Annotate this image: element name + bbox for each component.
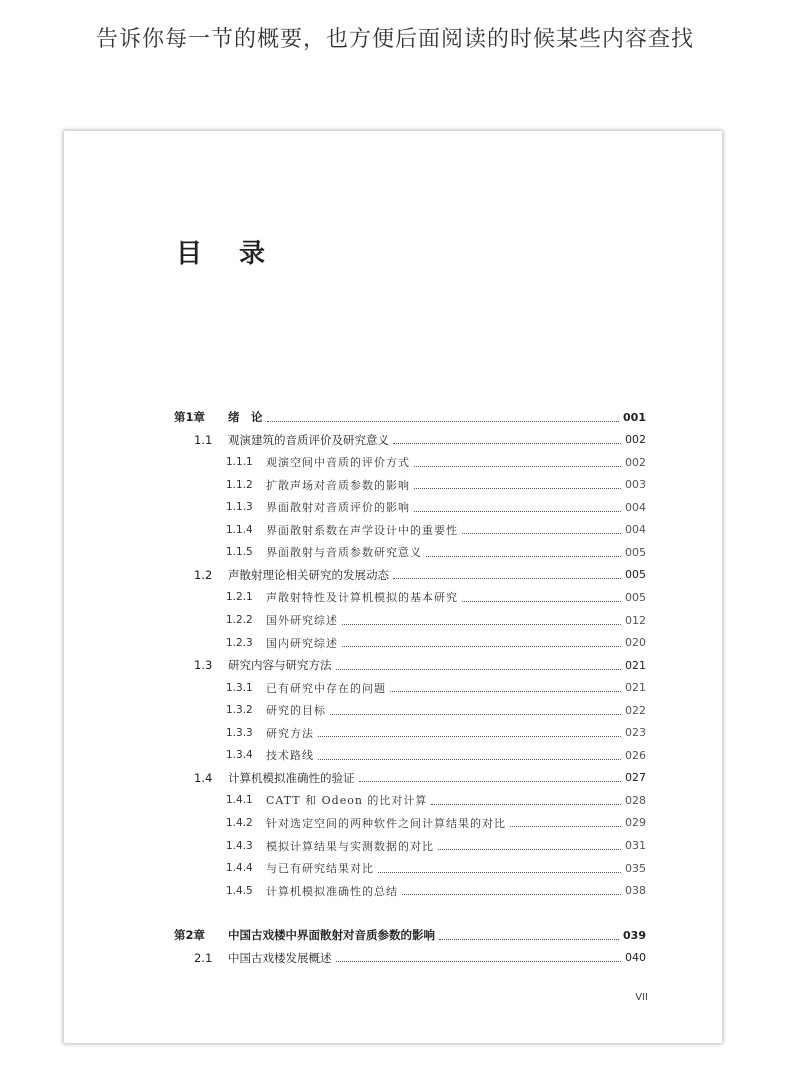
- toc-entry-title: 研究的目标: [266, 704, 326, 718]
- toc-entry-title: 观演建筑的音质评价及研究意义: [228, 432, 389, 447]
- toc-entry-chapter: [174, 925, 646, 945]
- toc-entry-number: 1.1.1: [226, 456, 253, 469]
- toc-entry-number: 1.1.2: [226, 478, 253, 491]
- toc-entry-page: 026: [625, 748, 646, 762]
- toc-entry-page: 038: [625, 884, 646, 898]
- toc-entry-page: 027: [625, 771, 646, 785]
- toc-entry-page: 002: [625, 433, 646, 447]
- toc-entry-sub: [226, 475, 646, 495]
- toc-entry-title: 扩散声场对音质参数的影响: [266, 478, 410, 492]
- toc-entry-page: 022: [625, 703, 646, 717]
- dot-leader: [378, 872, 621, 873]
- toc-entry-number: 1.4.5: [226, 884, 253, 897]
- toc-entry-title: 界面散射与音质参数研究意义: [266, 546, 422, 560]
- toc-entry-title: 计算机模拟准确性的验证: [228, 770, 355, 785]
- toc-entry-number: 1.1.5: [226, 546, 253, 559]
- dot-leader: [414, 466, 621, 467]
- toc-entry-section: [194, 768, 646, 788]
- toc-entry-sub: [226, 813, 646, 833]
- toc-entry-number: 1.4.4: [226, 862, 253, 874]
- toc-entry-sub: [226, 881, 646, 901]
- toc-entry-title: 研究方法: [266, 726, 314, 740]
- toc-entry-sub: [226, 678, 646, 698]
- toc-entry-sub: [226, 520, 646, 540]
- toc-entry-title: 国内研究综述: [266, 636, 338, 650]
- dot-leader: [336, 961, 622, 962]
- dot-leader: [510, 826, 621, 827]
- dot-leader: [426, 556, 621, 557]
- toc-entry-number: 2.1: [194, 950, 213, 965]
- toc-entry-page: 004: [625, 523, 646, 537]
- toc-entry-number: 1.1: [194, 432, 213, 447]
- toc-entry-title: 计算机模拟准确性的总结: [266, 884, 398, 898]
- toc-entry-sub: [226, 610, 646, 630]
- toc-entry-page: 031: [625, 839, 646, 852]
- dot-leader: [393, 578, 621, 579]
- toc-entry-number: 1.2.1: [226, 591, 253, 604]
- toc-title: 目 录: [176, 239, 280, 269]
- toc-entry-number: 1.3.1: [226, 681, 253, 694]
- toc-entry-number: 1.2.3: [226, 636, 253, 649]
- toc-entry-page: 003: [625, 478, 646, 492]
- toc-entry-title: 技术路线: [266, 749, 314, 763]
- toc-entry-number: 1.4.2: [226, 816, 253, 829]
- toc-entry-number: 1.1.4: [226, 523, 253, 536]
- toc-entry-page: 005: [625, 568, 646, 582]
- toc-entry-page: 040: [625, 951, 646, 965]
- toc-entry-page: 039: [623, 928, 646, 942]
- dot-leader: [414, 488, 621, 489]
- toc-entry-page: 020: [625, 636, 646, 649]
- toc-entry-section: [194, 655, 646, 675]
- toc-entry-page: 012: [625, 613, 646, 627]
- toc-entry-sub: [226, 452, 646, 472]
- dot-leader: [462, 601, 621, 602]
- page-number: VII: [635, 992, 648, 1003]
- toc-entry-number: 1.2: [194, 567, 213, 582]
- toc-entry-page: 001: [623, 410, 646, 424]
- document-page: [64, 131, 722, 1043]
- toc-entry-title: 观演空间中音质的评价方式: [266, 456, 410, 470]
- toc-entry-title: 模拟计算结果与实测数据的对比: [266, 839, 434, 853]
- toc-entry-page: 002: [625, 455, 646, 469]
- toc-entry-sub: [226, 587, 646, 607]
- dot-leader: [402, 894, 621, 895]
- toc-entry-chapter: [174, 407, 646, 427]
- dot-leader: [359, 781, 622, 782]
- toc-entry-title: 国外研究综述: [266, 614, 338, 627]
- toc-entry-number: 1.3.2: [226, 704, 253, 717]
- dot-leader: [439, 939, 619, 940]
- toc-entry-sub: [226, 633, 646, 653]
- toc-entry-sub: [226, 790, 646, 810]
- toc-entry-section: [194, 565, 646, 585]
- banner-caption: 告诉你每一节的概要，也方便后面阅读的时候某些内容查找: [95, 27, 694, 52]
- toc-entry-title: CATT 和 Odeon 的比对计算: [266, 794, 428, 808]
- toc-entry-number: 1.3: [194, 658, 213, 673]
- toc-entry-sub: [226, 836, 646, 856]
- toc-entry-page: 035: [625, 861, 646, 875]
- toc-entry-sub: [226, 723, 646, 743]
- dot-leader: [438, 849, 621, 850]
- toc-entry-page: 023: [625, 726, 646, 740]
- toc-entry-page: 021: [625, 681, 646, 695]
- dot-leader: [431, 804, 621, 805]
- dot-leader: [393, 443, 621, 444]
- toc-entry-sub: [226, 700, 646, 720]
- toc-entry-title: 与已有研究结果对比: [266, 862, 374, 875]
- toc-entry-title: 声散射理论相关研究的发展动态: [228, 567, 389, 582]
- toc-entry-page: 005: [625, 545, 646, 559]
- toc-entry-title: 中国古戏楼中界面散射对音质参数的影响: [228, 928, 435, 943]
- toc-entry-number: 第1章: [174, 410, 206, 424]
- toc-entry-title: 声散射特性及计算机模拟的基本研究: [266, 591, 458, 605]
- dot-leader: [390, 691, 621, 692]
- dot-leader: [330, 714, 621, 715]
- toc-entry-number: 1.3.4: [226, 749, 253, 762]
- toc-entry-title: 针对选定空间的两种软件之间计算结果的对比: [266, 816, 506, 830]
- toc-entry-title: 中国古戏楼发展概述: [228, 950, 332, 965]
- dot-leader: [336, 669, 622, 670]
- toc-entry-page: 028: [625, 793, 646, 807]
- toc-entry-number: 1.2.2: [226, 614, 253, 626]
- dot-leader: [342, 646, 621, 647]
- toc-entry-page: 021: [625, 658, 646, 672]
- dot-leader: [414, 511, 621, 512]
- toc-entry-number: 第2章: [174, 928, 206, 943]
- toc-entry-title: 研究内容与研究方法: [228, 658, 332, 673]
- dot-leader: [342, 624, 621, 625]
- toc-entry-title: 界面散射系数在声学设计中的重要性: [266, 523, 458, 537]
- toc-entry-title: 已有研究中存在的问题: [266, 681, 386, 695]
- toc-entry-sub: [226, 497, 646, 517]
- dot-leader: [267, 421, 620, 422]
- toc-entry-number: 1.3.3: [226, 726, 253, 739]
- toc-entry-number: 1.4.1: [226, 794, 253, 807]
- toc-entry-title: 界面散射对音质评价的影响: [266, 501, 410, 515]
- dot-leader: [318, 736, 621, 737]
- toc-entry-sub: [226, 542, 646, 562]
- toc-entry-sub: [226, 745, 646, 765]
- toc-entry-sub: [226, 858, 646, 878]
- toc-entry-title: 绪 论: [228, 410, 263, 424]
- toc-entry-section: [194, 430, 646, 450]
- dot-leader: [318, 759, 621, 760]
- toc-entry-number: 1.4.3: [226, 839, 253, 852]
- toc-entry-page: 005: [625, 590, 646, 604]
- toc-entry-page: 004: [625, 500, 646, 514]
- toc-entry-number: 1.4: [194, 770, 213, 785]
- toc-entry-number: 1.1.3: [226, 501, 253, 514]
- dot-leader: [462, 533, 621, 534]
- toc-entry-section: [194, 948, 646, 968]
- toc-entry-page: 029: [625, 816, 646, 830]
